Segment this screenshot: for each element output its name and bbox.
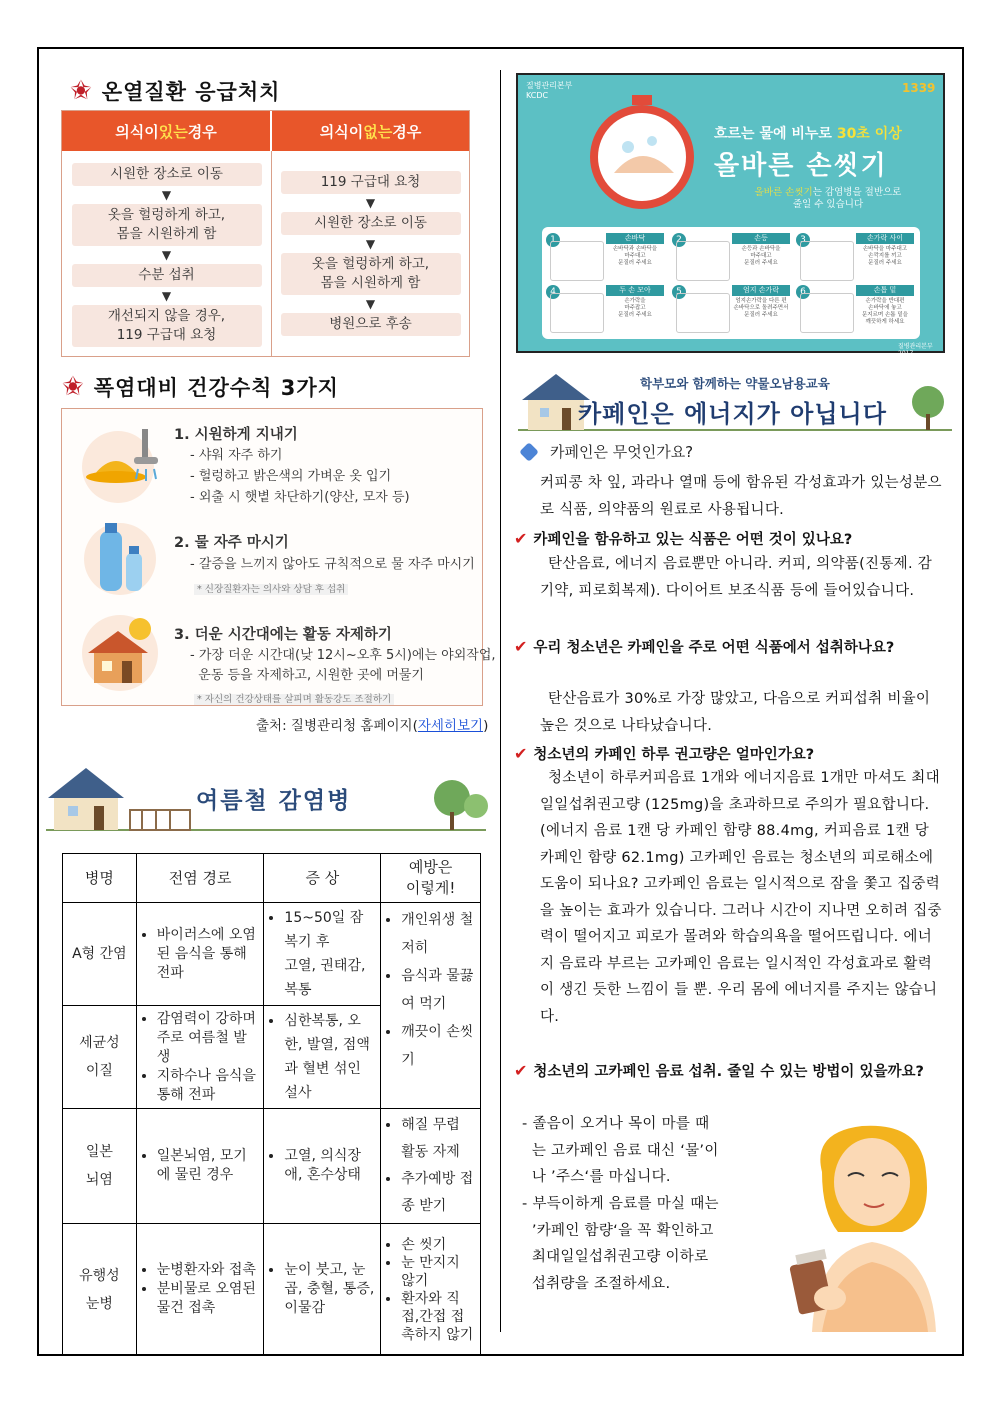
check-icon: ✔ bbox=[514, 637, 528, 656]
route-item: • 지하수나 음식을 통해 전파 bbox=[157, 1067, 260, 1105]
caffeine-kicker: 학부모와 함께하는 약물오남용교육 bbox=[640, 376, 830, 391]
disease-name: A형 간염 bbox=[63, 903, 137, 1006]
route-item: • 일본뇌염, 모기에 물린 경우 bbox=[157, 1147, 260, 1185]
rule-line: - 가장 더운 시간대(낮 12시~오후 5시)에는 야외작업, bbox=[190, 648, 496, 663]
handwash-step: 1 손바닥 손바닥과 손바닥을 마주대고 문질러 주세요 bbox=[546, 233, 666, 281]
col-header: 증 상 bbox=[264, 854, 381, 903]
conscious-header: 의식이 있는 경우 bbox=[62, 111, 270, 151]
star-icon: ✬ bbox=[62, 372, 84, 402]
prevent-item: • 추가예방 접종 받기 bbox=[401, 1166, 476, 1220]
fa-step: 옷을 헐렁하게 하고, 몸을 시원하게 함 bbox=[72, 204, 262, 246]
check-icon: ✔ bbox=[514, 1061, 528, 1080]
rule-line: 운동 등을 자제하고, 시원한 곳에 머물기 bbox=[190, 668, 424, 683]
handwash-step: 5 엄지 손가락 엄지손가락을 다른 편 손바닥으로 돌려주면서 문질러 주세요 bbox=[672, 285, 792, 333]
prevent-item: • 환자와 직접,간접 접촉하지 않기 bbox=[401, 1290, 476, 1344]
fa-step: 시원한 장소로 이동 bbox=[281, 212, 461, 235]
down-arrow-icon: ▼ bbox=[365, 297, 376, 311]
poster-title: 올바른 손씻기 bbox=[714, 151, 888, 181]
down-arrow-icon: ▼ bbox=[365, 196, 376, 210]
timer-clock-icon bbox=[580, 89, 710, 219]
down-arrow-icon: ▼ bbox=[161, 289, 172, 303]
summer-title: 여름철 감염병 bbox=[196, 788, 352, 814]
hand-illustration bbox=[800, 241, 854, 281]
down-arrow-icon: ▼ bbox=[365, 237, 376, 251]
route-item: • 분비물로 오염된 물건 접촉 bbox=[157, 1280, 260, 1318]
hand-illustration bbox=[550, 241, 604, 281]
handwash-step: 4 두 손 모아 손가락을 마주잡고 문질러 주세요 bbox=[546, 285, 666, 333]
answer-4: 청소년이 하루커피음료 1개와 에너지음료 1개만 마셔도 최대일일섭취권고량 (125mg)을 초과하므로 주의가 필요합니다. (에너지 음료 1캔 당 카페인 함량 88.4mg, 커피음료 1캔 당 카페인 함량 62.1mg) 고카페인 음료는 청소년의 피로해소에 도움이 되나요? 고카페인 음료는 일시적으로 잠을 쫓고 집중력을 높이는 효과가 있습니다. 그러나 시간이 지나면 오히려 집중력이 떨어지고 피로가 몰려와 학습의욕을 떨어뜨립니다. 에너지 음료라 부르는 고카페인 음료는 일시적인 각성효과로 활력이 생긴 듯한 느낌이 들 뿐. 우리 몸에 에너지를 주지는 않습니다. bbox=[540, 770, 942, 1025]
poster-subtitle: 올바른 손씻기는 감염병을 절반으로 줄일 수 있습니다 bbox=[754, 187, 902, 210]
poster-line1: 흐르는 물에 비누로 30초 이상 bbox=[714, 126, 902, 142]
fa-step: 옷을 헐렁하게 하고, 몸을 시원하게 함 bbox=[281, 253, 461, 295]
rule-note: * 신장질환자는 의사와 상담 후 섭취 bbox=[194, 584, 348, 595]
rule-line: - 갈증을 느끼지 않아도 규칙적으로 물 자주 마시기 bbox=[190, 557, 475, 572]
tip-1: - 졸음이 오거나 목이 마를 때 는 고카페인 음료 대신 ‘물’이 나 ’주스‘를 마십니다. bbox=[522, 1116, 719, 1185]
unconscious-header: 의식이 없는 경우 bbox=[272, 111, 469, 151]
conscious-steps bbox=[62, 151, 271, 356]
route-item: • 눈병환자와 접촉 bbox=[157, 1261, 260, 1280]
prevent-item: • 눈 만지지 않기 bbox=[401, 1254, 476, 1290]
down-arrow-icon: ▼ bbox=[161, 248, 172, 262]
first-aid-box bbox=[61, 110, 470, 357]
down-arrow-icon: ▼ bbox=[161, 188, 172, 202]
heat-heading bbox=[62, 372, 339, 402]
col-header: 병명 bbox=[63, 854, 137, 903]
symptom-item: • 15~50일 잠복기 후 고열, 권태감, 복통 bbox=[284, 906, 376, 1002]
fa-step: 수분 섭취 bbox=[72, 264, 262, 287]
details-link[interactable]: 자세히보기 bbox=[417, 718, 484, 734]
handwash-poster bbox=[516, 73, 945, 357]
answer-3: 탄산음료가 30%로 가장 많았고, 다음으로 커피섭취 비율이 높은 것으로 나타났습니다. bbox=[540, 691, 931, 734]
girl-drinking-illustration bbox=[782, 1112, 952, 1332]
symptom-item: • 심한복통, 오한, 발열, 점액과 혈변 섞인 설사 bbox=[284, 1009, 376, 1105]
caffeine-title: 카페인은 에너지가 아닙니다 bbox=[578, 400, 887, 428]
rule-line: - 외출 시 햇볕 차단하기(양산, 모자 등) bbox=[190, 490, 410, 505]
rule-line: - 헐렁하고 밝은색의 가벼운 옷 입기 bbox=[190, 469, 392, 484]
prevent-item: • 손 씻기 bbox=[401, 1236, 476, 1254]
fa-step: 시원한 장소로 이동 bbox=[72, 163, 262, 186]
handwash-step: 6 손톱 밑 손가락을 반대편 손바닥에 놓고 문지르며 손톱 밑을 깨끗하게 하세요 bbox=[796, 285, 916, 333]
question-5: ✔ 청소년의 고카페인 음료 섭취. 줄일 수 있는 방법이 있을까요? bbox=[514, 1061, 924, 1080]
prevent-item: • 음식과 물끓여 먹기 bbox=[401, 962, 476, 1018]
answer-1: 커피콩 차 잎, 과라나 열매 등에 함유된 각성효과가 있는성분으로 식품, 의약품의 원료로 사용됩니다. bbox=[540, 475, 942, 518]
rule-line: - 샤워 자주 하기 bbox=[190, 448, 283, 463]
prevent-item: • 개인위생 철저히 bbox=[401, 906, 476, 962]
first-aid-title: 온열질환 응급처치 bbox=[101, 80, 281, 104]
question-4: ✔ 청소년의 카페인 하루 권고량은 얼마인가요? bbox=[514, 744, 815, 763]
fa-step: 개선되지 않을 경우, 119 구급대 요청 bbox=[72, 305, 262, 347]
water-bottle-icon bbox=[78, 517, 168, 597]
poster-footer: 질병관리본부 2017 bbox=[898, 343, 933, 357]
column-divider bbox=[500, 70, 501, 1332]
hand-illustration bbox=[550, 293, 604, 333]
heat-title: 폭염대비 건강수칙 3가지 bbox=[93, 376, 339, 400]
answer-2: 탄산음료, 에너지 음료뿐만 아니라. 커피, 의약품(진통제. 감기약, 피로회복제). 다이어트 보조식품 등에 들어있습니다. bbox=[540, 556, 933, 599]
disease-table bbox=[62, 853, 481, 1356]
rule-note: * 자신의 건강상태를 살피며 활동강도 조절하기 bbox=[194, 694, 394, 705]
handwash-step: 2 손등 손등과 손바닥을 마주대고 문질러 주세요 bbox=[672, 233, 792, 281]
symptom-item: • 눈이 붓고, 눈곱, 충혈, 통증, 이물감 bbox=[284, 1261, 376, 1318]
prevent-item: • 해질 무렵 활동 자제 bbox=[401, 1112, 476, 1166]
unconscious-steps bbox=[272, 151, 469, 356]
rule-title: 1. 시원하게 지내기 bbox=[174, 427, 298, 443]
star-icon: ✬ bbox=[70, 76, 92, 106]
col-header: 예방은 이렇게! bbox=[381, 854, 481, 903]
hat-shower-icon bbox=[76, 417, 166, 505]
hand-illustration bbox=[676, 293, 730, 333]
disease-name: 일본 뇌염 bbox=[63, 1109, 137, 1224]
heat-rules-box bbox=[61, 408, 496, 706]
house-sun-icon bbox=[76, 607, 168, 695]
fa-step: 병원으로 후송 bbox=[281, 313, 461, 336]
first-aid-heading bbox=[70, 76, 280, 106]
q1-heading: 카페인은 무엇인가요? bbox=[522, 441, 693, 462]
handwash-step: 3 손가락 사이 손바닥을 마주대고 손깍지를 끼고 문질러 주세요 bbox=[796, 233, 916, 281]
check-icon: ✔ bbox=[514, 744, 528, 763]
rule-title: 2. 물 자주 마시기 bbox=[174, 535, 289, 551]
question-2: ✔ 카페인을 함유하고 있는 식품은 어떤 것이 있나요? bbox=[514, 529, 853, 548]
col-header: 전염 경로 bbox=[136, 854, 264, 903]
symptom-item: • 고열, 의식장애, 혼수상태 bbox=[284, 1147, 376, 1185]
pill-icon bbox=[519, 442, 539, 462]
question-3: ✔ 우리 청소년은 카페인을 주로 어떤 식품에서 섭취하나요? bbox=[514, 637, 895, 656]
route-item: • 감염력이 강하며 주로 여름철 발생 bbox=[157, 1010, 260, 1067]
hand-illustration bbox=[676, 241, 730, 281]
source-line: 출처: 질병관리청 홈페이지(자세히보기) bbox=[256, 718, 489, 734]
prevent-item: • 깨끗이 손씻기 bbox=[401, 1018, 476, 1074]
route-item: • 바이러스에 오염된 음식을 통해 전파 bbox=[157, 926, 260, 983]
hand-illustration bbox=[800, 293, 854, 333]
disease-name: 세균성 이질 bbox=[63, 1006, 137, 1109]
tip-2: - 부득이하게 음료를 마실 때는 ’카페인 함량‘을 꼭 확인하고 최대일일섭취권고량 이하로 섭취량을 조절하세요. bbox=[522, 1196, 719, 1292]
disease-name: 유행성 눈병 bbox=[63, 1224, 137, 1356]
steps-panel bbox=[542, 227, 920, 339]
rule-title: 3. 더운 시간대에는 활동 자제하기 bbox=[174, 627, 392, 643]
check-icon: ✔ bbox=[514, 529, 528, 548]
poster-org: 질병관리본부 KCDC bbox=[526, 81, 573, 100]
poster-badge: 1339 bbox=[902, 81, 936, 95]
fa-step: 119 구급대 요청 bbox=[281, 171, 461, 194]
